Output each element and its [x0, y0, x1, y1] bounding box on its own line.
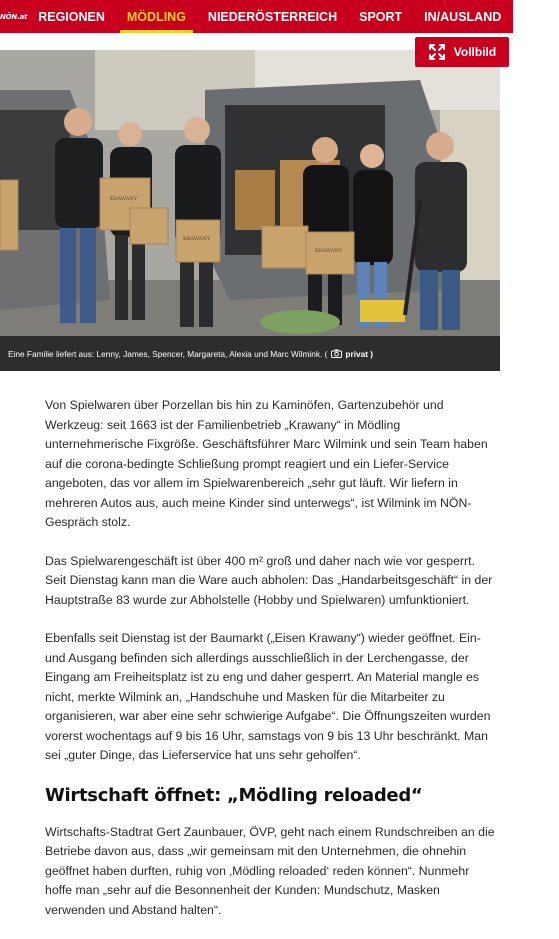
photo-credit: privat ): [345, 348, 374, 359]
photo-scene: [0, 50, 500, 336]
nav-item-regionen[interactable]: REGIONEN: [38, 9, 105, 24]
camera-icon: [331, 349, 342, 358]
bag-label: KRAWANY: [110, 196, 138, 202]
nav-item-niederoesterreich[interactable]: NIEDERÖSTERREICH: [207, 9, 338, 24]
bag-label: KRAWANY: [183, 236, 211, 242]
fullscreen-label: Vollbild: [453, 45, 497, 59]
nav-item-sport[interactable]: SPORT: [359, 9, 403, 24]
photo-caption: [0, 336, 500, 371]
article-paragraph: Wirtschafts-Stadtrat Gert Zaunbauer, ÖVP, geht nach einem Rundschreiben an die Betriebe davon aus, dass „wir gemeinsam mit den Unternehmen, die ohnehin geöffnet haben durften, ruhig von ‚Mödling reloaded‘ reden können“. Nunmehr hoffe man „sehr auf die Besonnenheit der Kunden: Mundschutz, Masken verwenden und Abstand halten“.: [45, 824, 495, 917]
fullscreen-icon: [428, 43, 446, 61]
site-logo[interactable]: NÖN.at: [0, 12, 28, 21]
article-body: [45, 396, 495, 939]
article-paragraph: Ebenfalls seit Dienstag ist der Baumarkt („Eisen Krawany“) wieder geöffnet. Ein- und Ausgang befinden sich allerdings ausschließlich in der Lerchengasse, der Eingang am Freiheitsplatz ist zu eng und daher gesperrt. An Material mangle es nicht, merkte Wilmink an, „Handschuhe und Masken für die Mitarbeiter zu organisieren, war aber eine sehr schwierige Aufgabe“. Die Öffnungszeiten wurden vorerst wochentags auf 9 bis 16 Uhr, samstags von 9 bis 13 Uhr beschränkt. Man sei „guter Dinge, das Lieferservice hat uns sehr geholfen“.: [45, 631, 491, 762]
article-subheading: Wirtschaft öffnet: „Mödling reloaded“: [45, 784, 423, 806]
bag-label: KRAWANY: [315, 248, 343, 254]
nav-item-in-ausland[interactable]: IN/AUSLAND: [424, 9, 502, 24]
top-navigation: [0, 0, 549, 33]
nav-item-freizeit[interactable]: FRE: [523, 9, 549, 24]
hero-photo[interactable]: [0, 50, 500, 336]
nav-item-moedling[interactable]: MÖDLING: [116, 0, 197, 33]
article-paragraph: Von Spielwaren über Porzellan bis hin zu Kaminöfen, Gartenzubehör und Werkzeug: seit 1663 ist der Familienbetrieb „Krawany“ in Mödling unternehmerische Fixgröße. Geschäftsführer Marc Wilmink und sein Team haben auf die corona-bedingte Schließung prompt reagiert und ein Liefer-Service angeboten, das vor allem im Spielwarenbereich „sehr gut läuft. Wir liefern in mehreren Autos aus, auch meine Kinder sind unterwegs“, ist Wilmink im NÖN-Gespräch stolz.: [45, 398, 488, 529]
fullscreen-button[interactable]: [415, 37, 509, 67]
caption-text: Eine Familie liefert aus: Lenny, James, Spencer, Margareta, Alexia und Marc Wilmink. (: [8, 348, 328, 359]
article-paragraph: Das Spielwarengeschäft ist über 400 m² groß und daher nach wie vor gesperrt. Seit Dienstag kann man die Ware auch abholen: Das „Handarbeitsgeschäft“ in der Hauptstraße 83 wurde zur Abholstelle (Hobby und Spielwaren) umfunktioniert.: [45, 553, 493, 607]
